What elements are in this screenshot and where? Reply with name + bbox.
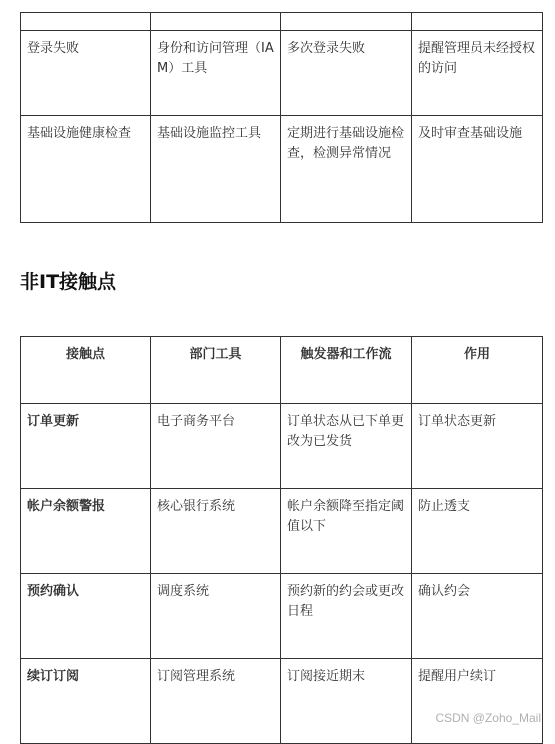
table-cell: 电子商务平台 (151, 404, 281, 489)
table-cell: 核心银行系统 (151, 489, 281, 574)
table-cell: 订阅管理系统 (151, 659, 281, 744)
table-cell: 防止透支 (412, 489, 543, 574)
table-row (21, 116, 543, 223)
table-cell: 确认约会 (412, 574, 543, 659)
column-header: 部门工具 (151, 337, 281, 404)
table-cell: 定期进行基础设施检查，检测异常情况 (281, 116, 412, 223)
table-cell: 续订订阅 (21, 659, 151, 744)
table-cell (151, 13, 281, 31)
table-row (21, 489, 543, 574)
table-cell: 提醒用户续订 (412, 659, 543, 744)
table-row (21, 31, 543, 116)
column-header: 作用 (412, 337, 543, 404)
column-header: 触发器和工作流 (281, 337, 412, 404)
non-it-touchpoints-table (20, 336, 543, 744)
table-row (21, 659, 543, 744)
table-cell: 订单更新 (21, 404, 151, 489)
table-cell: 基础设施健康检查 (21, 116, 151, 223)
table-cell: 帐户余额警报 (21, 489, 151, 574)
table-cell: 多次登录失败 (281, 31, 412, 116)
section-heading: 非IT接触点 (20, 271, 117, 293)
table-cell: 预约新的约会或更改日程 (281, 574, 412, 659)
table-cell: 及时审查基础设施 (412, 116, 543, 223)
upper-table (20, 12, 543, 223)
table-cell (21, 13, 151, 31)
table-cell: 订阅接近期末 (281, 659, 412, 744)
column-header: 接触点 (21, 337, 151, 404)
table-cell (412, 13, 543, 31)
table-cell: 基础设施监控工具 (151, 116, 281, 223)
table-cell: 帐户余额降至指定阈值以下 (281, 489, 412, 574)
table-cell: 身份和访问管理（IAM）工具 (151, 31, 281, 116)
table-row (21, 404, 543, 489)
table-cell: 调度系统 (151, 574, 281, 659)
table-cell: 订单状态更新 (412, 404, 543, 489)
table-row (21, 574, 543, 659)
table-header-row (21, 337, 543, 404)
table-cell: 提醒管理员未经授权的访问 (412, 31, 543, 116)
table-cell: 预约确认 (21, 574, 151, 659)
watermark: CSDN @Zoho_Mail (435, 711, 541, 725)
table-cell: 订单状态从已下单更改为已发货 (281, 404, 412, 489)
table-row (21, 13, 543, 31)
table-cell: 登录失败 (21, 31, 151, 116)
table-cell (281, 13, 412, 31)
